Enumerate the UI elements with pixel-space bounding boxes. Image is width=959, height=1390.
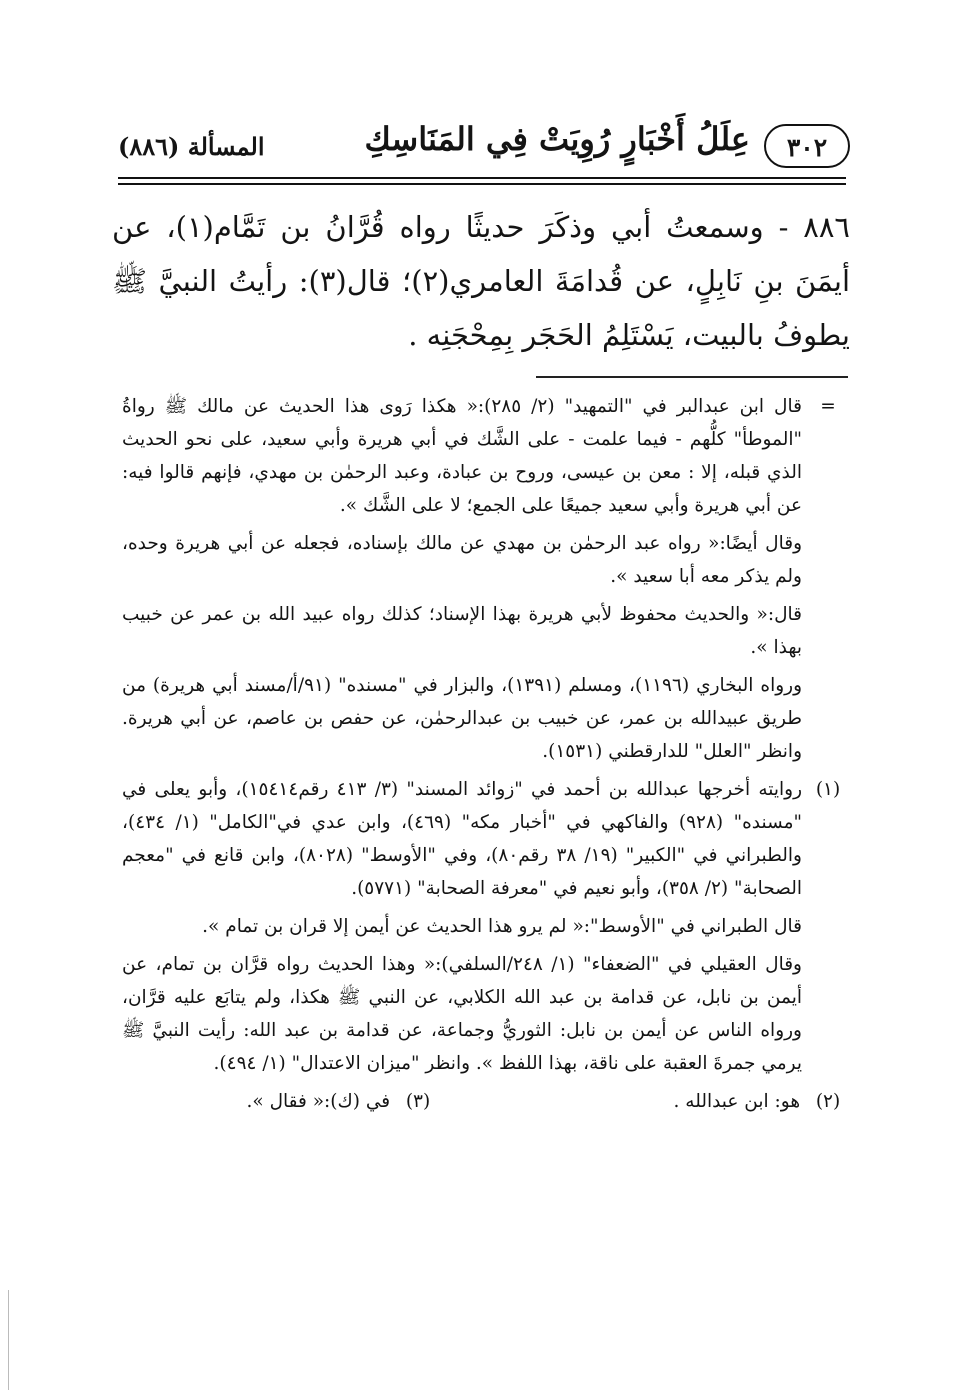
- header-rule-top: [118, 177, 846, 179]
- book-title: عِلَلُ أَخْبَارٍ رُوِيَتْ فِي المَنَاسِكِ: [364, 120, 750, 158]
- footnote-marker: =: [820, 396, 836, 417]
- scan-edge-line: [8, 1290, 9, 1390]
- footnote-paragraph: قال الطبراني في "الأوسط":« لم يرو هذا الحديث عن أيمن إلا قران بن تمام ».: [202, 916, 802, 937]
- footnote-1: [122, 773, 850, 1080]
- main-text: [112, 200, 850, 362]
- footnote-paragraph: قال ابن عبدالبر في "التمهيد" (٢/ ٢٨٥):« هكذا رَوى هذا الحديث عن مالك ﷺ رواةُ "الموطأ" كلُّهم - فيما علمت - على الشَّك في أبي هريرة وأبي سعيد، على نحو الحديث الذي قبله، إلا : معن بن عيسى، وروح بن عبادة، وعبد الرحمٰن بن مهدي، فإنهم قالوا فيه: عن أبي هريرة وأبي سعيد جميعًا على الجمع؛ لا على الشَّك ».: [122, 396, 802, 516]
- footnote-marker: (٣): [405, 1091, 431, 1112]
- footnote-marker: (١): [815, 779, 841, 800]
- page-header: [110, 120, 850, 180]
- footnote-paragraph: قال:« والحديث محفوظ لأبي هريرة بهذا الإسناد؛ كذلك رواه عبيد الله بن عمر عن خبيب بهذا ».: [122, 604, 802, 658]
- footnote-text: هو: ابن عبدالله .: [673, 1091, 801, 1112]
- footnote-row-short: [122, 1085, 850, 1118]
- footnote-paragraph: روايته أخرجها عبدالله بن أحمد في "زوائد المسند" (٣/ ٤١٣ رقم١٥٤١٤)، وأبو يعلى في "مسنده" (٩٢٨) والفاكهي في "أخبار مكه" (٤٦٩)، وابن عدي في"الكامل" (١/ ٤٣٤)، والطبراني في "الكبير" (١٩/ ٣٨ رقم٨٠)، وفي "الأوسط" (٨٠٢٨)، وابن قانع في "معجم الصحابة" (٢/ ٣٥٨)، وأبو نعيم في "معرفة الصحابة" (٥٧٧١).: [122, 779, 802, 899]
- footnote-paragraph: وقال العقيلي في "الضعفاء" (١/ ٢٤٨/السلفي):« وهذا الحديث رواه قرَّان بن تمام، عن أيمن بن نابل، عن قدامة بن عبد الله الكلابي، عن النبي ﷺ هكذا، ولم يتابَع عليه قرَّان، ورواه الناس عن أيمن بن نابل: الثوريُّ وجماعة، عن قدامة بن عبد الله: رأيت النبيَّ ﷺ يرمي جمرةَ العقبة على ناقة، بهذا اللفظ ». وانظر "ميزان الاعتدال" (١/ ٤٩٤).: [122, 954, 802, 1074]
- footnote-paragraph: وقال أيضًا:« رواه عبد الرحمٰن بن مهدي عن مالك بإسناده، فجعله عن أبي هريرة وحده، ولم يذكر معه أبا سعيد ».: [122, 533, 802, 587]
- footnote-marker: (٢): [815, 1091, 841, 1112]
- footnote-2: [674, 1085, 850, 1118]
- footnote-text: في (ك):« فقال ».: [246, 1091, 391, 1112]
- footnote-separator: [536, 376, 848, 378]
- header-rule-bottom: [118, 183, 846, 185]
- footnotes: [122, 390, 850, 1118]
- main-paragraph: ٨٨٦ - وسمعتُ أبي وذكَرَ حديثًا رواه قُرَّانُ بن تَمَّام(١)، عن أيمَنَ بنِ نَابِلٍ، عن قُدامَةَ العامري(٢)؛ قال(٣): رأيتُ النبيَّ ﷺ يطوفُ بالبيت، يَسْتَلِمُ الحَجَر بِمِحْجَنِه .: [112, 210, 850, 352]
- issue-label: المسألة (٨٨٦): [118, 132, 265, 161]
- page-number: ٣٠٢: [764, 124, 850, 168]
- footnote-3: [246, 1085, 440, 1118]
- footnote-paragraph: ورواه البخاري (١١٩٦)، ومسلم (١٣٩١)، والبزار في "مسنده" (٩١/أ/مسند أبي هريرة) من طريق عبيدالله بن عمر، عن خبيب بن عبدالرحمٰن، عن حفص بن عاصم، عن أبي هريرة. وانظر "العلل" للدارقطني (١٥٣١).: [122, 675, 803, 762]
- footnote-continued: [122, 390, 850, 768]
